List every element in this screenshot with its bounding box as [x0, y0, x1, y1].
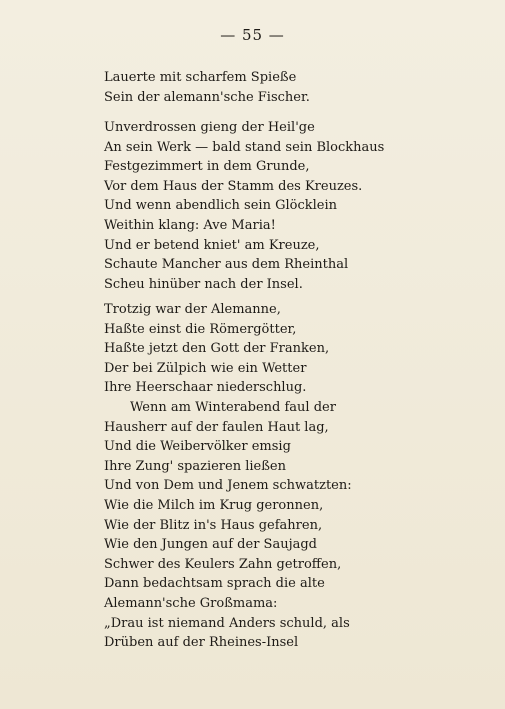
page-number: — 55 — [220, 26, 285, 44]
verse-line-indented: Wenn am Winterabend faul der [130, 399, 336, 415]
verse-line: Und von Dem und Jenem schwatzten: [104, 478, 352, 494]
verse-line: Und er betend kniet' am Kreuze, [104, 237, 320, 253]
verse-line: Sein der alemann'sche Fischer. [104, 89, 310, 105]
verse-line: Der bei Zülpich wie ein Wetter [104, 360, 307, 376]
verse-line: Ihre Heerschaar niederschlug. [104, 380, 307, 396]
stanza [104, 68, 484, 107]
verse-line: Alemann'sche Großmama: [104, 595, 278, 611]
verse-line: An sein Werk — bald stand sein Blockhaus [104, 139, 385, 155]
verse-line: „Drau ist niemand Anders schuld, als [104, 615, 350, 631]
verse-line: Lauerte mit scharfem Spieße [104, 70, 297, 85]
verse-line: Haßte jetzt den Gott der Franken, [104, 341, 330, 357]
verse-line: Weithin klang: Ave Maria! [104, 217, 276, 233]
stanza [104, 118, 484, 294]
verse-line: Und die Weibervölker emsig [104, 439, 291, 455]
verse-line: Schwer des Keulers Zahn getroffen, [104, 556, 342, 572]
verse-line: Haßte einst die Römergötter, [104, 321, 297, 337]
verse-line: Und wenn abendlich sein Glöcklein [104, 198, 337, 214]
verse-line: Festgezimmert in dem Grunde, [104, 159, 310, 175]
verse-line: Scheu hinüber nach der Insel. [104, 276, 303, 292]
verse-line: Dann bedachtsam sprach die alte [104, 576, 325, 592]
verse-line: Wie der Blitz in's Haus gefahren, [104, 517, 323, 533]
verse-line: Wie die Milch im Krug geronnen, [104, 497, 324, 513]
verse-line: Vor dem Haus der Stamm des Kreuzes. [104, 178, 363, 194]
verse-line: Drüben auf der Rheines-Insel [104, 635, 299, 651]
verse-line: Trotzig war der Alemanne, [104, 302, 281, 317]
verse-line: Wie den Jungen auf der Saujagd [104, 537, 317, 553]
stanza [104, 300, 484, 653]
verse-line: Schaute Mancher aus dem Rheinthal [104, 257, 349, 273]
verse-line: Ihre Zung' spazieren ließen [104, 458, 286, 474]
verse-line: Hausherr auf der faulen Haut lag, [104, 419, 329, 435]
verse-line: Unverdrossen gieng der Heil'ge [104, 120, 315, 135]
